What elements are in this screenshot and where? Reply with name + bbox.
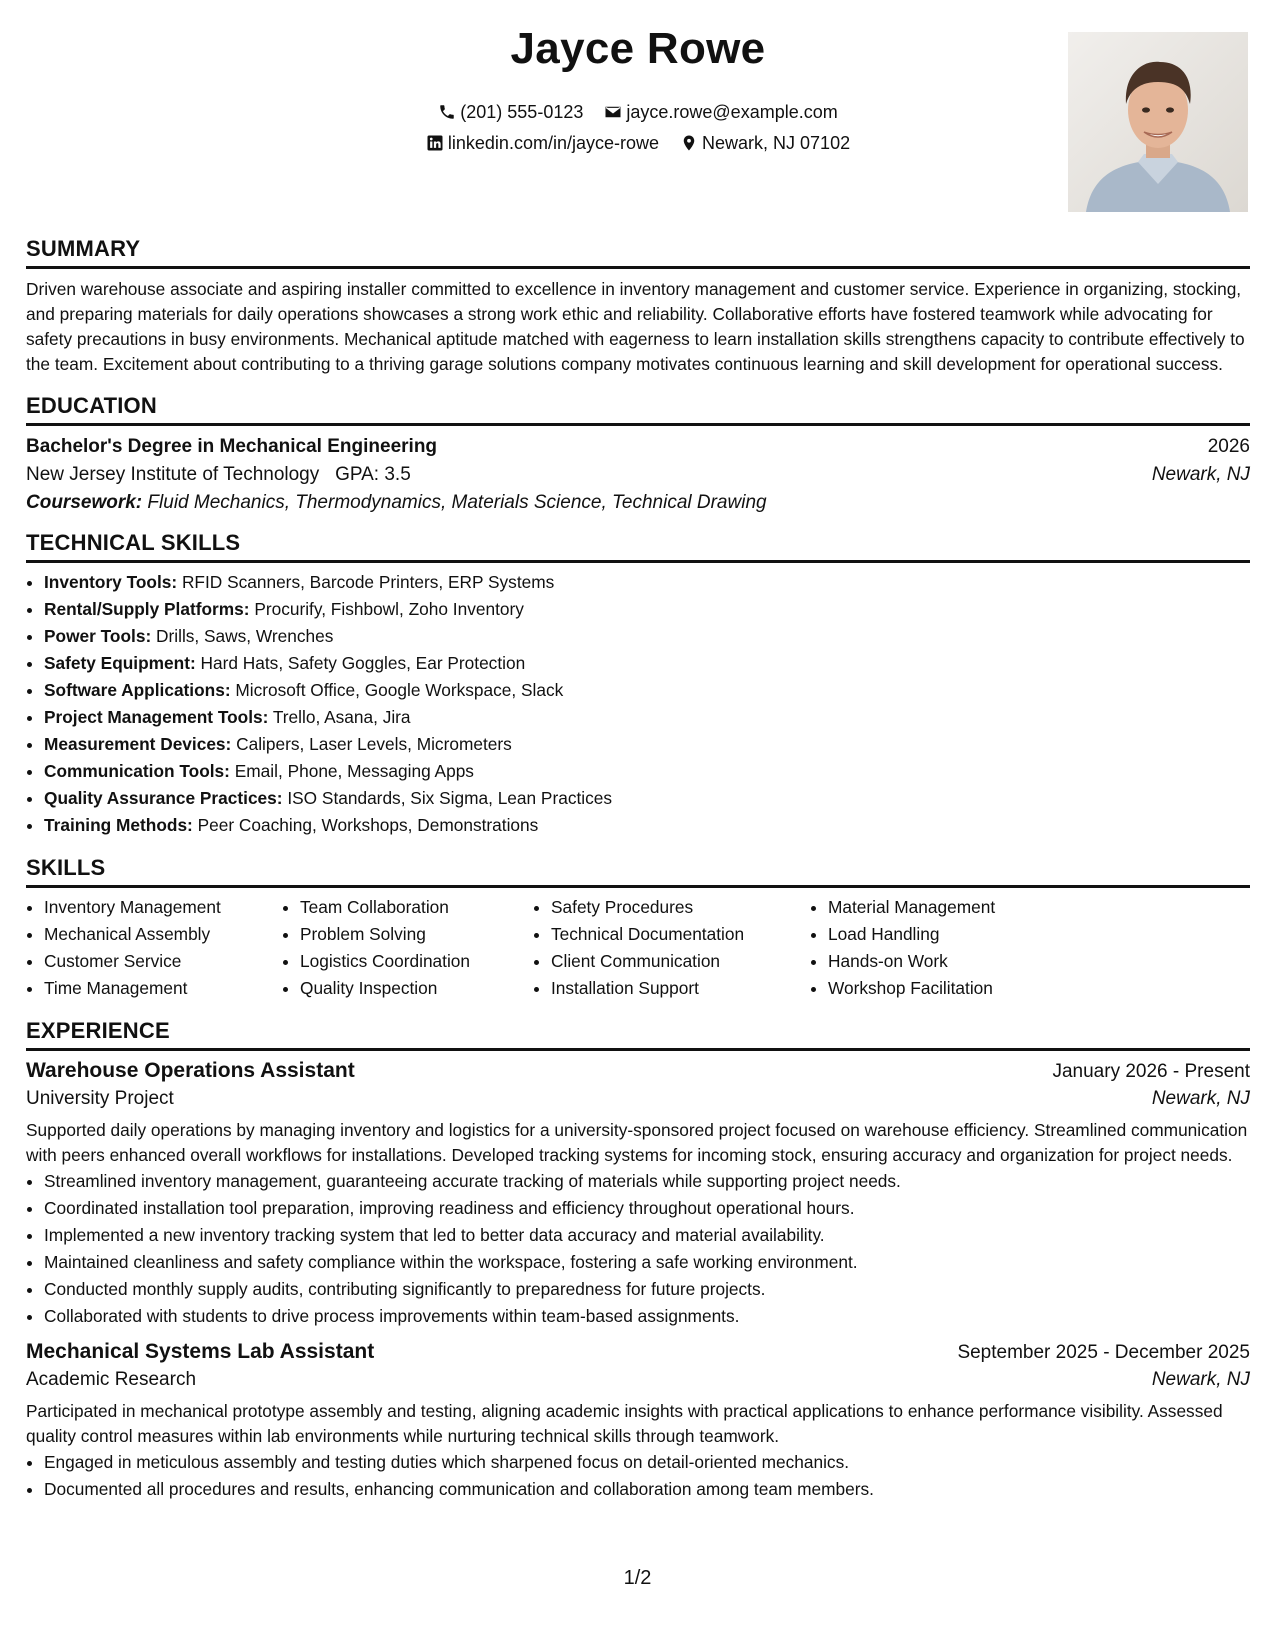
job-entry [26,1340,1250,1503]
phone-item [438,101,583,123]
email-item[interactable] [604,101,837,123]
skill-value: Email, Phone, Messaging Apps [234,761,474,781]
school-line [26,464,411,486]
linkedin-item[interactable] [426,132,659,154]
job-bullet: • Collaborated with students to drive process improvements within team-based assignments. [44,1303,1250,1330]
technical-skill-item [44,596,1250,623]
skill-item: • Safety Procedures [551,894,810,921]
contact-row-1 [26,101,1250,126]
education-degree-row [26,436,1250,458]
skill-item: • Installation Support [551,975,810,1002]
skills-column [533,894,810,1002]
skill-value: Calipers, Laser Levels, Micrometers [236,734,512,754]
job-bullet: • Documented all procedures and results, enhancing communication and collaboration among team members. [44,1476,1250,1503]
education-section [26,393,1250,514]
job-header-row [26,1340,1250,1364]
skill-item: • Logistics Coordination [300,948,533,975]
skill-value: Drills, Saws, Wrenches [156,626,334,646]
education-school-row [26,464,1250,486]
skill-value: Microsoft Office, Google Workspace, Slack [235,680,564,700]
job-description: Participated in mechanical prototype assembly and testing, aligning academic insights with practical applications to enhance performance visibility. Assessed quality control measures within lab environments while nurturing technical skills through teamwork. [26,1401,1223,1446]
skill-value: Hard Hats, Safety Goggles, Ear Protection [200,653,526,673]
skill-label: Inventory Tools: [44,572,178,592]
education-heading: EDUCATION [26,393,1250,426]
summary-heading: SUMMARY [26,236,1250,269]
job-description: Supported daily operations by managing inventory and logistics for a university-sponsored project focused on warehouse efficiency. Streamlined communication with peers enhanced overall workflows for installations. Developed tracking systems for incoming stock, ensuring accuracy and organization for project needs. [26,1120,1248,1165]
phone-text: (201) 555-0123 [460,102,584,122]
skill-item: • Load Handling [828,921,1128,948]
skill-item: • Technical Documentation [551,921,810,948]
degree-name: Bachelor's Degree in Mechanical Engineering [26,436,438,457]
job-header-row [26,1059,1250,1083]
technical-skill-item [44,569,1250,596]
school-location: Newark, NJ [1151,464,1250,485]
skill-value: Peer Coaching, Workshops, Demonstrations [197,815,539,835]
skill-item: • Problem Solving [300,921,533,948]
job-org-row [26,1369,1250,1391]
summary-section [26,236,1250,377]
technical-skill-item [44,677,1250,704]
skill-label: Training Methods: [44,815,193,835]
job-bullets [26,1449,1250,1503]
skills-heading: SKILLS [26,855,1250,888]
skill-item: • Quality Inspection [300,975,533,1002]
technical-skill-item [44,650,1250,677]
technical-skill-item [44,758,1250,785]
location-text: Newark, NJ 07102 [702,133,851,153]
technical-skill-item [44,704,1250,731]
skill-value: Procurify, Fishbowl, Zoho Inventory [254,599,524,619]
location-item [680,132,850,154]
job-bullet: • Coordinated installation tool preparation, improving readiness and efficiency throughout operational hours. [44,1195,1250,1222]
job-title: Warehouse Operations Assistant [26,1059,355,1082]
job-bullet: • Conducted monthly supply audits, contributing significantly to preparedness for future projects. [44,1276,1250,1303]
skill-item: • Team Collaboration [300,894,533,921]
contact-row-2 [26,132,1250,157]
skill-item: • Workshop Facilitation [828,975,1128,1002]
skill-label: Project Management Tools: [44,707,269,727]
resume-header [26,20,1250,230]
technical-skills-list [26,569,1250,839]
skill-label: Power Tools: [44,626,152,646]
experience-heading: EXPERIENCE [26,1018,1250,1051]
school-name: New Jersey Institute of Technology [26,464,320,485]
skills-column [282,894,533,1002]
map-pin-icon [680,134,698,152]
email-text: jayce.rowe@example.com [626,102,838,122]
resume-page [26,20,1250,1503]
technical-skills-heading: TECHNICAL SKILLS [26,530,1250,563]
job-location: Newark, NJ [1151,1369,1250,1390]
skill-item: • Inventory Management [44,894,282,921]
technical-skills-section [26,530,1250,839]
job-org: University Project [26,1088,174,1109]
coursework-label: Coursework: [26,492,143,513]
page-number: 1/2 [623,1567,652,1589]
job-dates: September 2025 - December 2025 [957,1342,1250,1363]
job-title: Mechanical Systems Lab Assistant [26,1340,375,1363]
skills-grid [26,894,1250,1002]
graduation-year: 2026 [1207,436,1250,457]
job-bullet: • Streamlined inventory management, guaranteeing accurate tracking of materials while supporting project needs. [44,1168,1250,1195]
technical-skill-item [44,731,1250,758]
job-bullets [26,1168,1250,1330]
experience-section [26,1018,1250,1503]
summary-text: Driven warehouse associate and aspiring installer committed to excellence in inventory management and customer service. Experience in organizing, stocking, and preparing materials for daily operations showcases a strong work ethic and reliability. Collaborative efforts have fostered teamwork while advocating for safety precautions in busy environments. Mechanical aptitude matched with eagerness to learn installation skills strengthens capacity to contribute effectively to the team. Excitement about contributing to a thriving garage solutions company motivates continuous learning and skill development for operational success. [26,279,1245,374]
skill-item: • Client Communication [551,948,810,975]
skill-value: Trello, Asana, Jira [272,707,411,727]
phone-icon [438,103,456,121]
skill-item: • Hands-on Work [828,948,1128,975]
job-dates: January 2026 - Present [1052,1061,1250,1082]
job-bullet: • Implemented a new inventory tracking system that led to better data accuracy and material availability. [44,1222,1250,1249]
candidate-name: Jayce Rowe [510,24,766,73]
skills-column [26,894,282,1002]
job-bullet: • Maintained cleanliness and safety compliance within the workspace, fostering a safe working environment. [44,1249,1250,1276]
skill-value: RFID Scanners, Barcode Printers, ERP Systems [181,572,555,592]
envelope-icon [604,103,622,121]
technical-skill-item [44,623,1250,650]
skills-column [810,894,1128,1002]
skill-item: • Time Management [44,975,282,1002]
skill-item: • Customer Service [44,948,282,975]
coursework-list: Fluid Mechanics, Thermodynamics, Materials Science, Technical Drawing [147,492,767,513]
technical-skill-item [44,785,1250,812]
job-entry [26,1059,1250,1330]
profile-photo [1068,32,1248,212]
skill-label: Rental/Supply Platforms: [44,599,250,619]
skill-item: • Mechanical Assembly [44,921,282,948]
linkedin-text: linkedin.com/in/jayce-rowe [447,133,659,153]
skill-label: Safety Equipment: [44,653,196,673]
job-org-row [26,1088,1250,1110]
coursework-line [26,492,1250,514]
gpa-text: GPA: 3.5 [335,464,411,485]
skills-section [26,855,1250,1002]
job-org: Academic Research [26,1369,197,1390]
skill-label: Quality Assurance Practices: [44,788,283,808]
job-location: Newark, NJ [1151,1088,1250,1109]
skill-value: ISO Standards, Six Sigma, Lean Practices [287,788,613,808]
linkedin-icon [426,134,444,152]
skill-label: Measurement Devices: [44,734,232,754]
skill-item: • Material Management [828,894,1128,921]
technical-skill-item [44,812,1250,839]
skill-label: Software Applications: [44,680,231,700]
skill-label: Communication Tools: [44,761,230,781]
job-bullet: • Engaged in meticulous assembly and testing duties which sharpened focus on detail-oriented mechanics. [44,1449,1250,1476]
